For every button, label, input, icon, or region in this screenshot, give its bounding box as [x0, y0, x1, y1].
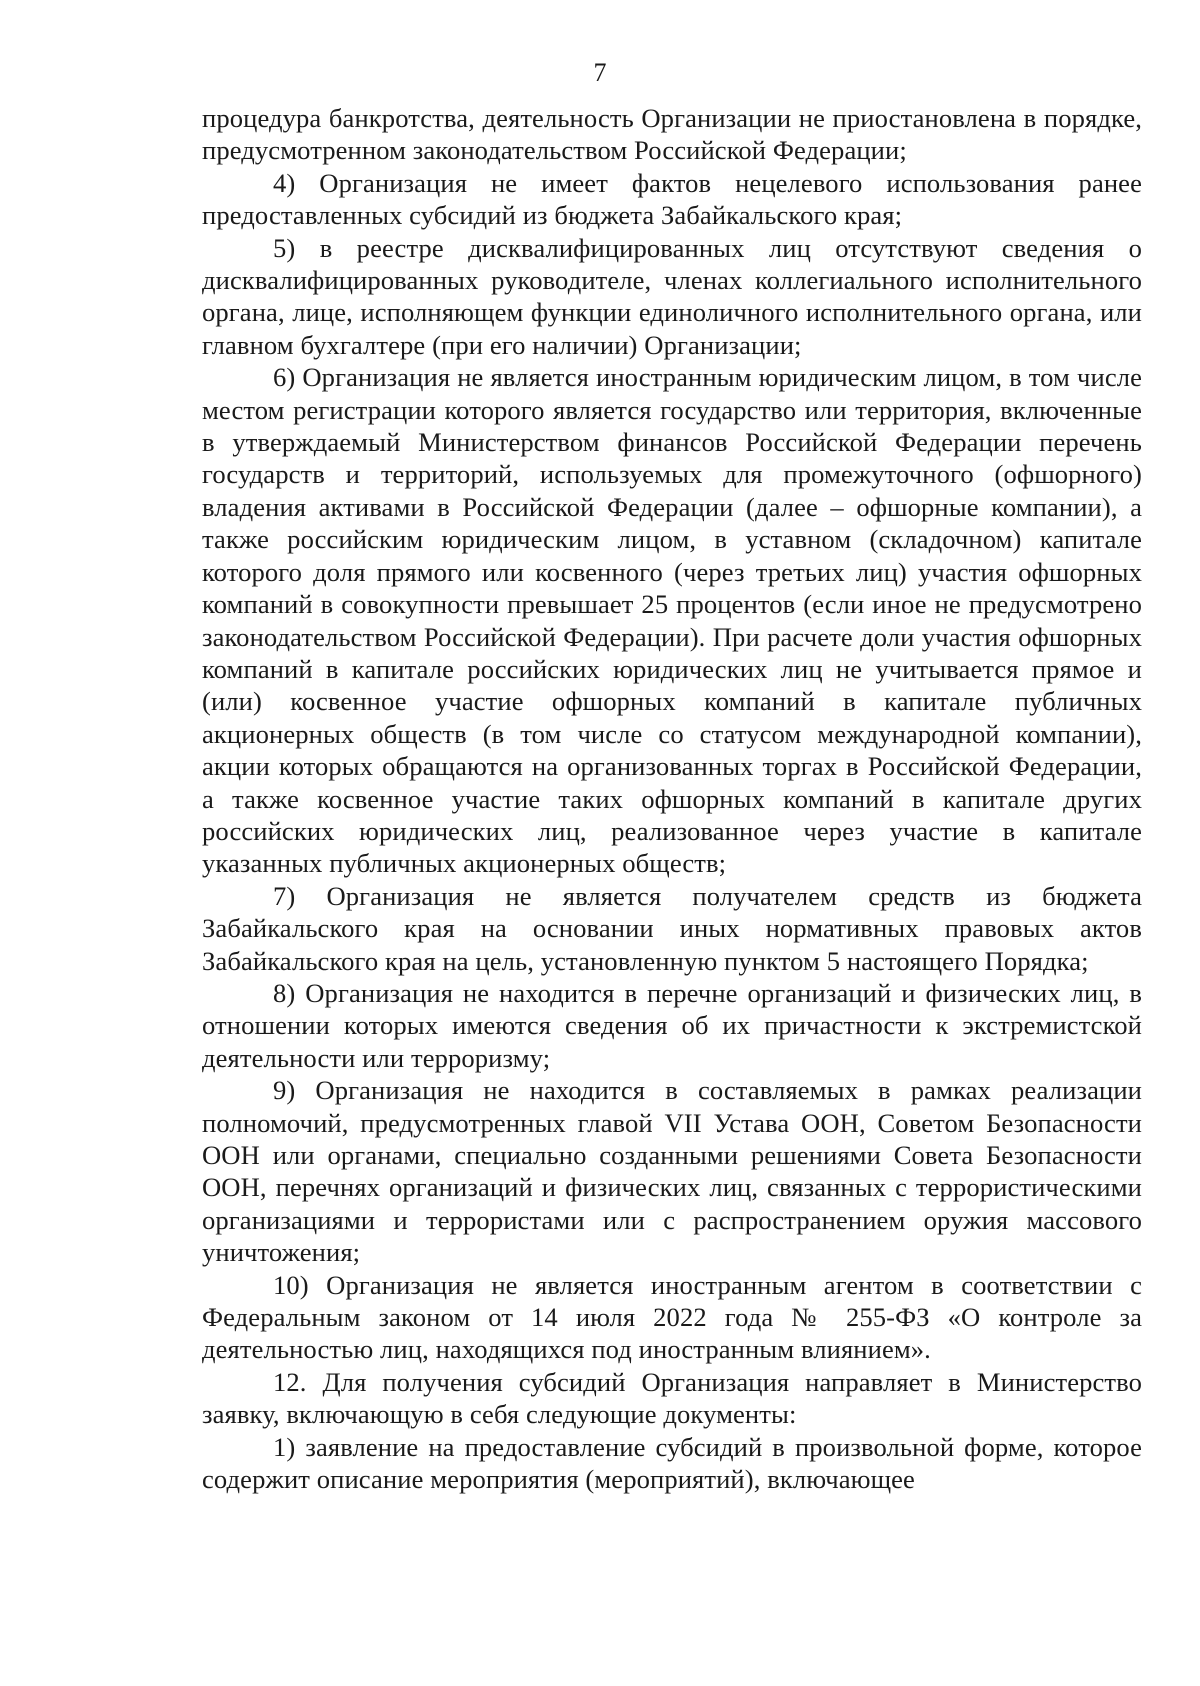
page-number: 7 [593, 58, 607, 87]
document-body [202, 102, 1142, 1495]
paragraph-section-12-item-1: 1) заявление на предоставление субсидий в произвольной форме, которое содержит описание мероприятия (мероприятий), включающее [202, 1431, 1142, 1495]
paragraph-item-9: 9) Организация не находится в составляемых в рамках реализации полномочий, предусмотренных главой VII Устава ООН, Советом Безопасности ООН или органами, специально созданными решениями Совета Безопасности ООН, перечнях организаций и физических лиц, связанных с террористическими организациями и террористами или с распространением оружия массового уничтожения; [202, 1075, 1142, 1268]
paragraph-section-12: 12. Для получения субсидий Организация направляет в Министерство заявку, включающую в себя следующие документы: [202, 1366, 1142, 1430]
paragraph-item-4: 4) Организация не имеет фактов нецелевого использования ранее предоставленных субсидий из бюджета Забайкальского края; [202, 167, 1142, 231]
paragraph-item-5: 5) в реестре дисквалифицированных лиц отсутствуют сведения о дисквалифицированных руководителе, членах коллегиального исполнительного органа, лице, исполняющем функции единоличного исполнительного органа, или главном бухгалтере (при его наличии) Организации; [202, 232, 1142, 360]
paragraph-item-10: 10) Организация не является иностранным агентом в соответствии с Федеральным законом от 14 июля 2022 года № 255-ФЗ «О контроле за деятельностью лиц, находящихся под иностранным влиянием». [202, 1269, 1142, 1365]
paragraph-item-8: 8) Организация не находится в перечне организаций и физических лиц, в отношении которых имеются сведения об их причастности к экстремистской деятельности или терроризму; [202, 977, 1142, 1073]
paragraph-bankruptcy-continuation: процедура банкротства, деятельность Организации не приостановлена в порядке, предусмотренном законодательством Российской Федерации; [202, 103, 1142, 166]
paragraph-item-6: 6) Организация не является иностранным юридическим лицом, в том числе местом регистрации которого является государство или территория, включенные в утверждаемый Министерством финансов Российской Федерации перечень государств и территорий, используемых для промежуточного (офшорного) владения активами в Российской Федерации (далее – офшорные компании), а также российским юридическим лицом, в уставном (складочном) капитале которого доля прямого или косвенного (через третьих лиц) участия офшорных компаний в совокупности превышает 25 процентов (если иное не предусмотрено законодательством Российской Федерации). При расчете доли участия офшорных компаний в капитале российских юридических лиц не учитывается прямое и (или) косвенное участие офшорных компаний в капитале публичных акционерных обществ (в том числе со статусом международной компании), акции которых обращаются на организованных торгах в Российской Федерации, а также косвенное участие таких офшорных компаний в капитале других российских юридических лиц, реализованное через участие в капитале указанных публичных акционерных обществ; [202, 362, 1142, 879]
paragraph-item-7: 7) Организация не является получателем средств из бюджета Забайкальского края на основании иных нормативных правовых актов Забайкальского края на цель, установленную пунктом 5 настоящего Порядка; [202, 880, 1142, 976]
